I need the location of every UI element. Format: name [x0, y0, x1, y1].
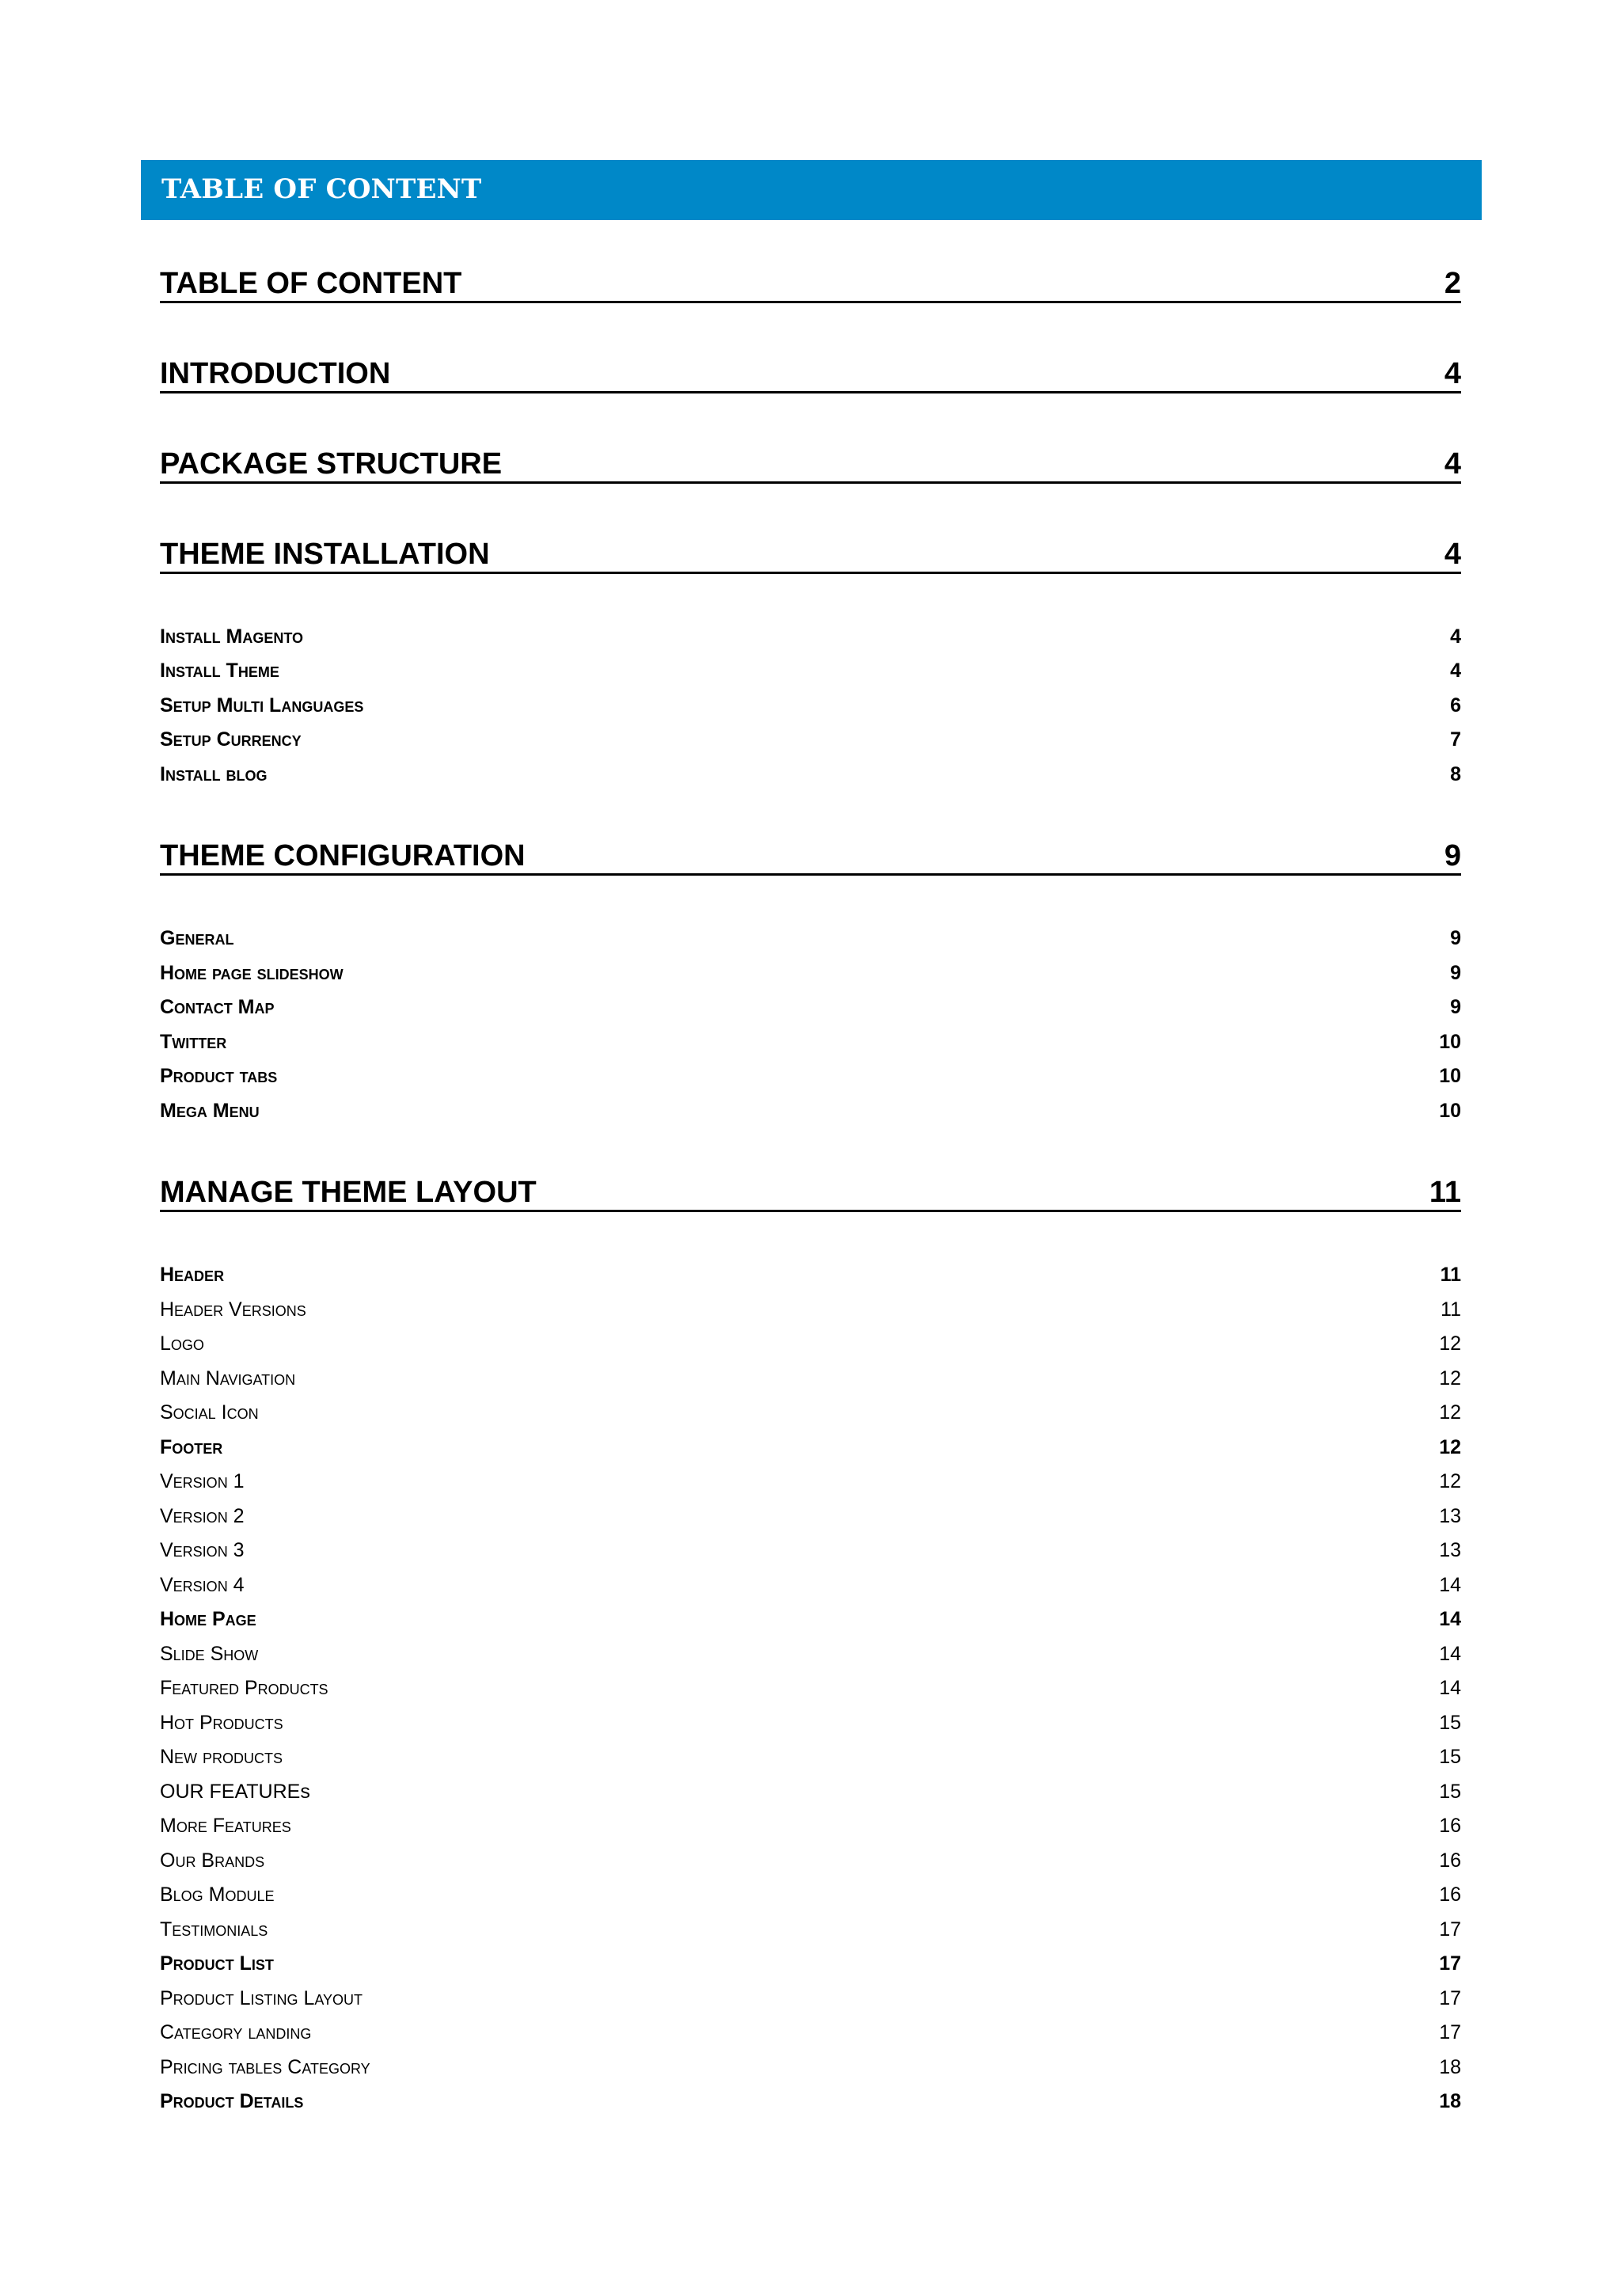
toc-item-page: 16	[1439, 1884, 1461, 1906]
toc-item-page: 14	[1439, 1608, 1461, 1630]
toc-item-page: 10	[1439, 1100, 1461, 1122]
toc-item-label: Category landing	[160, 2021, 312, 2043]
toc-item-label: Product Listing Layout	[160, 1987, 363, 2009]
toc-item-page: 15	[1439, 1746, 1461, 1768]
toc-item-page: 8	[1450, 763, 1461, 785]
toc-item-page: 10	[1439, 1065, 1461, 1087]
toc-item-version-1[interactable]	[160, 1468, 1461, 1495]
toc-heading-table-of-content[interactable]	[160, 263, 1461, 303]
toc-heading-label: MANAGE THEME LAYOUT	[160, 1176, 537, 1209]
toc-heading-label: PACKAGE STRUCTURE	[160, 447, 503, 481]
toc-item-label: Social Icon	[160, 1401, 259, 1424]
toc-item-contact-map[interactable]	[160, 994, 1461, 1021]
toc-item-label: Contact Map	[160, 996, 275, 1018]
toc-item-our-features[interactable]	[160, 1778, 1461, 1805]
toc-item-install-theme[interactable]	[160, 657, 1461, 684]
toc-item-product-details[interactable]	[160, 2088, 1461, 2115]
toc-item-page: 17	[1439, 1952, 1461, 1975]
toc-item-page: 9	[1450, 996, 1461, 1018]
toc-item-product-listing-layout[interactable]	[160, 1985, 1461, 2012]
toc-item-label: Version 4	[160, 1574, 245, 1596]
toc-item-page: 7	[1450, 728, 1461, 751]
toc-heading-theme-configuration[interactable]	[160, 835, 1461, 876]
toc-item-label: OUR FEATUREs	[160, 1781, 310, 1803]
toc-item-page: 10	[1439, 1031, 1461, 1053]
toc-item-twitter[interactable]	[160, 1028, 1461, 1055]
toc-item-label: Main Navigation	[160, 1367, 296, 1389]
toc-item-testimonials[interactable]	[160, 1916, 1461, 1943]
toc-item-page: 17	[1439, 1987, 1461, 2009]
toc-item-label: Product tabs	[160, 1065, 278, 1087]
toc-item-page: 4	[1450, 660, 1461, 682]
toc-item-install-magento[interactable]	[160, 623, 1461, 650]
toc-item-page: 17	[1439, 1918, 1461, 1941]
toc-item-new-products[interactable]	[160, 1743, 1461, 1770]
toc-item-featured-products[interactable]	[160, 1674, 1461, 1701]
toc-heading-label: INTRODUCTION	[160, 357, 391, 390]
toc-item-label: Hot Products	[160, 1712, 283, 1734]
toc-item-home-page[interactable]	[160, 1606, 1461, 1633]
toc-item-logo[interactable]	[160, 1330, 1461, 1357]
toc-heading-label: THEME CONFIGURATION	[160, 839, 526, 872]
toc-item-label: More Features	[160, 1815, 291, 1837]
toc-item-label: Logo	[160, 1332, 204, 1355]
toc-item-label: New products	[160, 1746, 283, 1768]
toc-item-social-icon[interactable]	[160, 1399, 1461, 1426]
toc-heading-page: 4	[1444, 447, 1461, 481]
toc-item-pricing-tables-category[interactable]	[160, 2054, 1461, 2081]
toc-item-page: 11	[1440, 1264, 1461, 1286]
toc-item-setup-currency[interactable]	[160, 726, 1461, 753]
toc-item-category-landing[interactable]	[160, 2019, 1461, 2046]
toc-item-label: Header	[160, 1264, 225, 1286]
toc-item-page: 12	[1439, 1401, 1461, 1424]
toc-heading-page: 11	[1429, 1176, 1461, 1209]
toc-item-page: 12	[1439, 1470, 1461, 1492]
toc-item-label: Home Page	[160, 1608, 256, 1630]
toc-item-footer[interactable]	[160, 1434, 1461, 1461]
toc-item-label: Product Details	[160, 2090, 304, 2112]
toc-heading-package-structure[interactable]	[160, 443, 1461, 484]
toc-item-page: 15	[1439, 1712, 1461, 1734]
toc-item-page: 12	[1439, 1367, 1461, 1389]
toc-item-label: Version 2	[160, 1505, 245, 1527]
toc-item-label: Home page slideshow	[160, 962, 344, 984]
toc-heading-theme-installation[interactable]	[160, 534, 1461, 574]
toc-item-home-page-slideshow[interactable]	[160, 960, 1461, 986]
toc-banner	[141, 160, 1482, 220]
toc-item-label: Version 3	[160, 1539, 245, 1561]
toc-item-page: 13	[1439, 1505, 1461, 1527]
toc-item-header[interactable]	[160, 1261, 1461, 1288]
toc-item-page: 18	[1439, 2056, 1461, 2078]
toc-heading-page: 2	[1444, 267, 1461, 300]
toc-item-page: 14	[1439, 1677, 1461, 1699]
toc-item-page: 17	[1439, 2021, 1461, 2043]
toc-item-label: Footer	[160, 1436, 223, 1458]
toc-item-label: Pricing tables Category	[160, 2056, 370, 2078]
toc-item-version-3[interactable]	[160, 1537, 1461, 1564]
toc-item-setup-multi-languages[interactable]	[160, 692, 1461, 719]
toc-heading-introduction[interactable]	[160, 353, 1461, 393]
toc-item-mega-menu[interactable]	[160, 1097, 1461, 1124]
toc-item-page: 6	[1450, 694, 1461, 717]
toc-item-page: 12	[1439, 1332, 1461, 1355]
toc-item-version-4[interactable]	[160, 1572, 1461, 1598]
toc-item-page: 11	[1441, 1298, 1461, 1321]
toc-item-label: Mega Menu	[160, 1100, 260, 1122]
toc-item-general[interactable]	[160, 925, 1461, 952]
toc-item-label: Setup Currency	[160, 728, 302, 751]
toc-item-more-features[interactable]	[160, 1812, 1461, 1839]
toc-item-label: Blog Module	[160, 1884, 275, 1906]
toc-heading-label: TABLE OF CONTENT	[160, 267, 462, 300]
toc-item-install-blog[interactable]	[160, 761, 1461, 788]
toc-heading-page: 9	[1444, 839, 1461, 872]
toc-item-hot-products[interactable]	[160, 1709, 1461, 1736]
toc-item-page: 14	[1439, 1643, 1461, 1665]
toc-heading-page: 4	[1444, 538, 1461, 571]
toc-item-page: 15	[1439, 1781, 1461, 1803]
toc-item-header-versions[interactable]	[160, 1296, 1461, 1323]
toc-item-label: Setup Multi Languages	[160, 694, 364, 717]
toc-item-product-tabs[interactable]	[160, 1062, 1461, 1089]
toc-item-label: Twitter	[160, 1031, 227, 1053]
toc-item-version-2[interactable]	[160, 1503, 1461, 1530]
toc-item-label: Install Theme	[160, 660, 279, 682]
toc-item-blog-module[interactable]	[160, 1881, 1461, 1908]
toc-item-label: Header Versions	[160, 1298, 306, 1321]
banner-title: TABLE OF CONTENT	[161, 173, 482, 205]
toc-item-our-brands[interactable]	[160, 1847, 1461, 1874]
toc-heading-manage-theme-layout[interactable]	[160, 1172, 1461, 1212]
toc-heading-page: 4	[1444, 357, 1461, 390]
toc-item-slide-show[interactable]	[160, 1640, 1461, 1667]
toc-item-label: Install blog	[160, 763, 268, 785]
toc-item-label: Testimonials	[160, 1918, 268, 1941]
toc-item-page: 14	[1439, 1574, 1461, 1596]
toc-item-label: Slide Show	[160, 1643, 259, 1665]
toc-item-label: Our Brands	[160, 1849, 265, 1872]
toc-item-page: 18	[1439, 2090, 1461, 2112]
toc-item-product-list[interactable]	[160, 1950, 1461, 1977]
toc-heading-label: THEME INSTALLATION	[160, 538, 490, 571]
toc-item-page: 9	[1450, 962, 1461, 984]
toc-item-label: Version 1	[160, 1470, 245, 1492]
toc-item-page: 16	[1439, 1815, 1461, 1837]
toc-item-label: Install Magento	[160, 625, 304, 648]
toc-item-label: General	[160, 927, 234, 949]
toc-item-main-navigation[interactable]	[160, 1365, 1461, 1392]
toc-item-page: 4	[1450, 625, 1461, 648]
toc-item-label: Product List	[160, 1952, 274, 1975]
toc-item-page: 16	[1439, 1849, 1461, 1872]
toc-item-page: 9	[1450, 927, 1461, 949]
toc-item-page: 12	[1439, 1436, 1461, 1458]
toc-item-page: 13	[1439, 1539, 1461, 1561]
toc-item-label: Featured Products	[160, 1677, 328, 1699]
